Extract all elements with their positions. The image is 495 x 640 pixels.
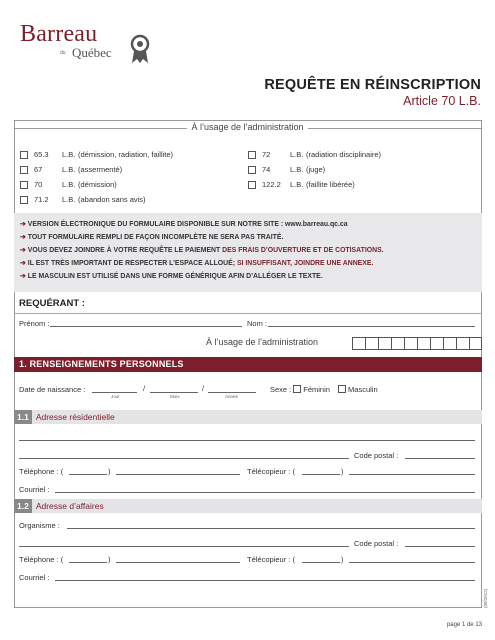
check-row[interactable]: [248, 147, 381, 162]
article-lb: L.B.: [290, 150, 304, 159]
admin-box[interactable]: [417, 337, 430, 350]
admin-box[interactable]: [443, 337, 456, 350]
admin-label-top: [0, 122, 495, 132]
logo-quebec: Québec: [72, 45, 112, 60]
fax-field[interactable]: [349, 474, 475, 475]
paren-open: (: [60, 467, 64, 476]
paren-open: (: [60, 555, 64, 564]
logo-text: Barreau: [20, 21, 98, 47]
prenom-label: Prénom :: [19, 319, 50, 328]
logo: [20, 21, 112, 60]
arrow-icon: ➔: [20, 247, 26, 254]
article-desc: (démission): [78, 180, 117, 189]
seal-icon: [129, 34, 151, 64]
arrow-icon: ➔: [20, 221, 26, 228]
fax-area-field[interactable]: [302, 562, 340, 563]
checkbox[interactable]: [248, 151, 256, 159]
dob-label: Date de naissance :: [19, 385, 86, 394]
check-row[interactable]: [248, 162, 381, 177]
section-personal-info: 1. RENSEIGNEMENTS PERSONNELS: [14, 357, 482, 372]
phone-label-text: Téléphone :: [19, 467, 59, 476]
subsection-business: [14, 499, 482, 513]
notes-box: [14, 213, 482, 292]
article-desc: (radiation disciplinaire): [306, 150, 382, 159]
subsection-label: Adresse d’affaires: [35, 501, 104, 511]
business-address-line[interactable]: [19, 546, 349, 547]
admin-box[interactable]: [352, 337, 365, 350]
logo-du: du: [60, 50, 66, 56]
fax-label: [247, 467, 295, 476]
phone-area-field[interactable]: [69, 562, 107, 563]
checkbox[interactable]: [20, 196, 28, 204]
paren-close: ): [108, 467, 111, 476]
checkbox[interactable]: [248, 166, 256, 174]
article-lb: L.B.: [62, 195, 76, 204]
fax-label: [247, 555, 295, 564]
phone-label-text: Téléphone :: [19, 555, 59, 564]
dob-year-field[interactable]: [208, 392, 256, 393]
checkbox[interactable]: [20, 166, 28, 174]
checkbox[interactable]: [20, 151, 28, 159]
article-number: 74: [262, 165, 271, 174]
dob-day-hint: Jour: [111, 394, 120, 399]
email-field[interactable]: [55, 580, 475, 581]
note-highlight: DES FRAIS D’OUVERTURE ET DE COTISATIONS.: [222, 247, 384, 254]
arrow-icon: ➔: [20, 234, 26, 241]
check-row[interactable]: [248, 177, 381, 192]
check-row[interactable]: [20, 162, 173, 177]
feminin-label: Féminin: [303, 385, 330, 394]
postal-code-label: Code postal :: [354, 451, 399, 460]
paren-open: (: [292, 555, 295, 564]
admin-label-bottom: À l’usage de l’administration: [206, 337, 319, 347]
article-number: 71.2: [34, 195, 49, 204]
admin-box[interactable]: [378, 337, 391, 350]
note-text: VOUS DEVEZ JOINDRE À VOTRE REQUÊTE LE PAIEMENT: [27, 247, 223, 254]
admin-boxes: [352, 337, 482, 350]
note-item: [20, 218, 476, 231]
note-item: [20, 257, 476, 270]
note-item: [20, 270, 476, 283]
dob-year-hint: Année: [225, 394, 239, 399]
article-number: 70: [34, 180, 43, 189]
check-group-left: [20, 147, 173, 207]
nom-field[interactable]: [268, 326, 475, 327]
article-number: 67: [34, 165, 43, 174]
paren-close: ): [341, 555, 344, 564]
email-label: Courriel :: [19, 485, 50, 494]
sex-label: Sexe :: [270, 385, 292, 394]
article-desc: (faillite libérée): [306, 180, 355, 189]
article-desc: (assermenté): [78, 165, 123, 174]
phone-area-field[interactable]: [69, 474, 107, 475]
nom-label: Nom :: [247, 319, 268, 328]
article-lb: L.B.: [290, 180, 304, 189]
requerant-divider: [14, 313, 482, 314]
check-row[interactable]: [20, 147, 173, 162]
note-text: VERSION ÉLECTRONIQUE DU FORMULAIRE DISPONIBLE SUR NOTRE SITE : www.barreau.qc.ca: [27, 221, 348, 228]
checkbox-masculin[interactable]: [338, 385, 346, 393]
requerant-label: REQUÉRANT :: [19, 298, 85, 309]
note-item: [20, 244, 476, 257]
form-title: REQUÊTE EN RÉINSCRIPTION: [264, 77, 481, 93]
checkbox-feminin[interactable]: [293, 385, 301, 393]
email-field[interactable]: [55, 492, 475, 493]
article-number: 72: [262, 150, 271, 159]
article-lb: L.B.: [62, 150, 76, 159]
article-lb: L.B.: [62, 180, 76, 189]
article-desc: (démission, radiation, faillite): [78, 150, 174, 159]
postal-code-field[interactable]: [405, 458, 475, 459]
dob-month-hint: Mois: [170, 394, 180, 399]
article-desc: (abandon sans avis): [78, 195, 146, 204]
residential-address-line[interactable]: [19, 458, 349, 459]
dob-month-field[interactable]: [150, 392, 198, 393]
article-number: 65.3: [34, 150, 49, 159]
fax-label-text: Télécopieur :: [247, 467, 291, 476]
paren-close: ): [341, 467, 344, 476]
prenom-field[interactable]: [50, 326, 242, 327]
check-group-right: [248, 147, 381, 192]
fax-area-field[interactable]: [302, 474, 340, 475]
subsection-residential: [14, 410, 482, 424]
dob-day-field[interactable]: [92, 392, 137, 393]
paren-close: ): [108, 555, 111, 564]
arrow-icon: ➔: [20, 273, 26, 280]
paren-open: (: [292, 467, 295, 476]
admin-box[interactable]: [469, 337, 482, 350]
organisme-label: Organisme :: [19, 521, 60, 530]
admin-box[interactable]: [404, 337, 417, 350]
note-text: IL EST TRÈS IMPORTANT DE RESPECTER L’ESPACE ALLOUÉ;: [27, 260, 237, 267]
phone-label: [19, 555, 63, 564]
dob-slash: /: [202, 384, 205, 393]
fax-label-text: Télécopieur :: [247, 555, 291, 564]
admin-box[interactable]: [456, 337, 469, 350]
note-text: LE MASCULIN EST UTILISÉ DANS UNE FORME GÉNÉRIQUE AFIN D’ALLÉGER LE TEXTE.: [27, 273, 323, 280]
article-number: 122.2: [262, 180, 281, 189]
arrow-icon: ➔: [20, 260, 26, 267]
postal-code-label: Code postal :: [354, 539, 399, 548]
admin-box[interactable]: [391, 337, 404, 350]
article-lb: L.B.: [290, 165, 304, 174]
phone-field[interactable]: [116, 562, 240, 563]
subsection-number: 1.2: [14, 499, 32, 513]
organisme-field[interactable]: [67, 528, 475, 529]
check-row[interactable]: [20, 192, 173, 207]
check-row[interactable]: [20, 177, 173, 192]
phone-label: [19, 467, 63, 476]
article-desc: (juge): [306, 165, 326, 174]
dob-slash: /: [143, 384, 146, 393]
residential-address-line[interactable]: [19, 440, 475, 441]
form-subtitle: Article 70 L.B.: [403, 94, 481, 108]
note-text: TOUT FORMULAIRE REMPLI DE FAÇON INCOMPLÈTE NE SERA PAS TRAITÉ.: [27, 234, 284, 241]
article-lb: L.B.: [62, 165, 76, 174]
form-code: (09/2012): [483, 588, 488, 608]
note-item: [20, 231, 476, 244]
fax-field[interactable]: [349, 562, 475, 563]
checkbox[interactable]: [20, 181, 28, 189]
note-highlight: SI INSUFFISANT, JOINDRE UNE ANNEXE.: [236, 260, 374, 267]
phone-field[interactable]: [116, 474, 240, 475]
admin-box[interactable]: [430, 337, 443, 350]
admin-box[interactable]: [365, 337, 378, 350]
masculin-label: Masculin: [348, 385, 378, 394]
sex-field: [270, 385, 378, 394]
checkbox[interactable]: [248, 181, 256, 189]
subsection-label: Adresse résidentielle: [35, 412, 115, 422]
subsection-number: 1.1: [14, 410, 32, 424]
admin-label-text: À l’usage de l’administration: [187, 122, 307, 132]
email-label: Courriel :: [19, 573, 50, 582]
postal-code-field[interactable]: [405, 546, 475, 547]
form-title-block: [264, 77, 481, 108]
page-number: page 1 de 13: [446, 622, 482, 628]
